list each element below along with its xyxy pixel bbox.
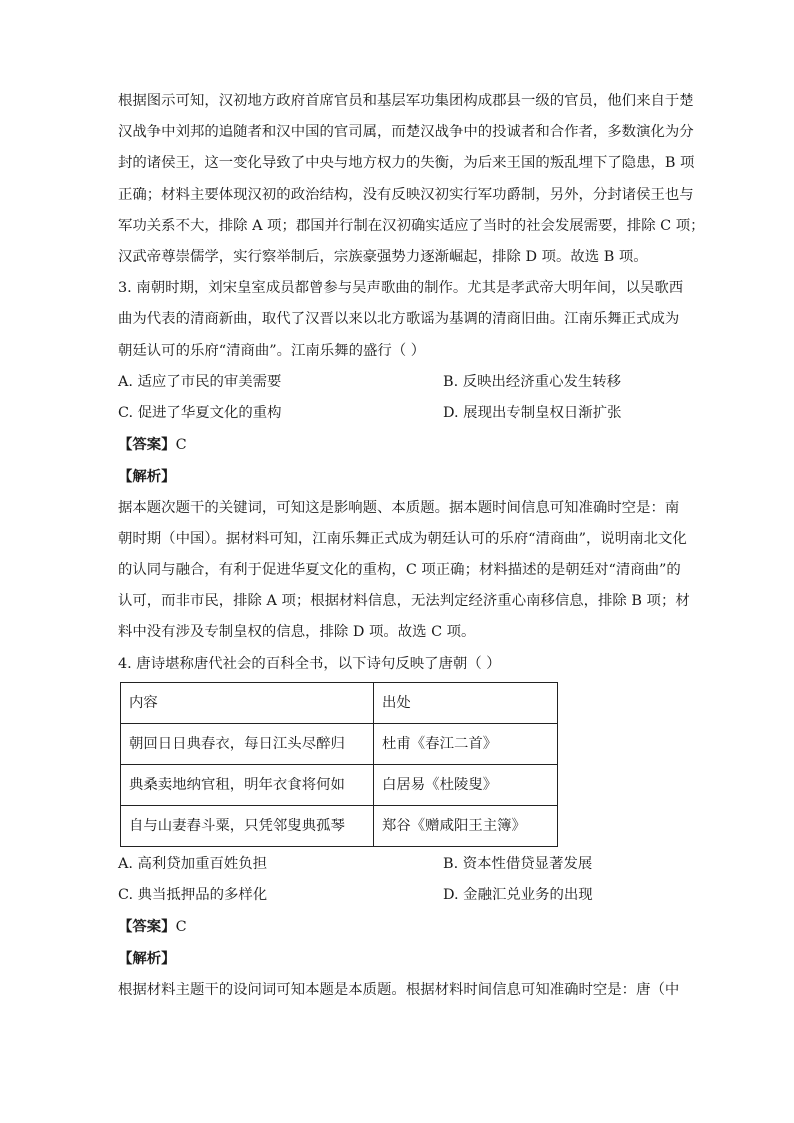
option-b: B. 资本性借贷显著发展 xyxy=(443,855,593,872)
poem-cell: 自与山妻舂斗粟，只凭邻叟典孤琴 xyxy=(121,805,374,846)
option-c: C. 促进了华夏文化的重构 xyxy=(118,405,282,422)
answer-value: C xyxy=(175,437,187,454)
text-line: 据本题次题干的关键词，可知这是影响题、本质题。据本题时间信息可知准确时空是：南 xyxy=(118,499,680,516)
source-cell: 白居易《杜陵叟》 xyxy=(374,764,558,805)
text-line: 朝廷认可的乐府“清商曲”。江南乐舞的盛行（ ） xyxy=(118,342,426,359)
text-line: 曲为代表的清商新曲，取代了汉晋以来以北方歌谣为基调的清商旧曲。江南乐舞正式成为 xyxy=(118,311,680,328)
text-line: 根据材料主题干的设问词可知本题是本质题。根据材料时间信息可知准确时空是：唐（中 xyxy=(118,981,680,998)
header-source: 出处 xyxy=(374,682,558,723)
intro-analysis xyxy=(118,86,714,273)
question-4-analysis xyxy=(118,975,714,1006)
header-content: 内容 xyxy=(121,682,374,723)
analysis-label: 【解析】 xyxy=(118,468,176,486)
option-a: A. 适应了市民的审美需要 xyxy=(118,373,282,390)
table-row xyxy=(121,805,558,846)
option-b: B. 反映出经济重心发生转移 xyxy=(443,373,622,390)
text-line: 朝时期（中国）。据材料可知，江南乐舞正式成为朝廷认可的乐府“清商曲”，说明南北文化 xyxy=(118,530,687,547)
text-line: 料中没有涉及专制皇权的信息，排除 D 项。故选 C 项。 xyxy=(118,624,476,641)
text-line: 4. 唐诗堪称唐代社会的百科全书，以下诗句反映了唐朝（ ） xyxy=(118,655,501,672)
source-cell: 杜甫《春江二首》 xyxy=(374,723,558,764)
table-header-row xyxy=(121,682,558,723)
question-3-answer xyxy=(118,429,714,461)
question-4-answer xyxy=(118,911,714,943)
text-line: 汉武帝尊崇儒学，实行察举制后，宗族豪强势力逐渐崛起，排除 D 项。故选 B 项。 xyxy=(118,249,648,266)
text-line: 3. 南朝时期，刘宋皇室成员都曾参与吴声歌曲的制作。尤其是孝武帝大明年间，以吴歌西 xyxy=(118,280,684,297)
question-3-options xyxy=(118,367,714,429)
text-line: 汉战争中刘邦的追随者和汉中国的官司属，而楚汉战争中的投诚者和合作者，多数演化为分 xyxy=(118,124,694,141)
poem-source-table xyxy=(120,682,558,847)
text-line: 正确；材料主要体现汉初的政治结构，没有反映汉初实行军功爵制，另外，分封诸侯王也与 xyxy=(118,186,694,203)
text-line: 封的诸侯王，这一变化导致了中央与地方权力的失衡，为后来王国的叛乱埋下了隐患，B 项 xyxy=(118,155,695,172)
table-row xyxy=(121,764,558,805)
option-a: A. 高利贷加重百姓负担 xyxy=(118,855,268,872)
option-c: C. 典当抵押品的多样化 xyxy=(118,887,268,904)
answer-label: 【答案】 xyxy=(118,918,176,936)
answer-value: C xyxy=(175,919,187,936)
question-4-stem xyxy=(118,649,714,680)
table-row xyxy=(121,723,558,764)
text-line: 的认同与融合，有利于促进华夏文化的重构，C 项正确；材料描述的是朝廷对“清商曲”的 xyxy=(118,562,681,579)
poem-cell: 典桑卖地纳官租，明年衣食将何如 xyxy=(121,764,374,805)
poem-cell: 朝回日日典春衣，每日江头尽醉归 xyxy=(121,723,374,764)
answer-label: 【答案】 xyxy=(118,436,176,454)
question-3-stem xyxy=(118,273,714,367)
text-line: 军功关系不大，排除 A 项；郡国并行制在汉初确实适应了当时的社会发展需要，排除 C 项； xyxy=(118,217,705,234)
text-line: 认可，而非市民，排除 A 项；根据材料信息，无法判定经济重心南移信息，排除 B 项；材 xyxy=(118,593,690,610)
question-3-analysis xyxy=(118,493,714,649)
option-d: D. 展现出专制皇权日渐扩张 xyxy=(443,405,622,422)
text-line: 根据图示可知，汉初地方政府首席官员和基层军功集团构成郡县一级的官员，他们来自于楚 xyxy=(118,93,694,109)
source-cell: 郑谷《赠咸阳王主簿》 xyxy=(374,805,558,846)
option-d: D. 金融汇兑业务的出现 xyxy=(443,887,593,904)
question-4-options xyxy=(118,849,714,911)
analysis-label: 【解析】 xyxy=(118,950,176,968)
